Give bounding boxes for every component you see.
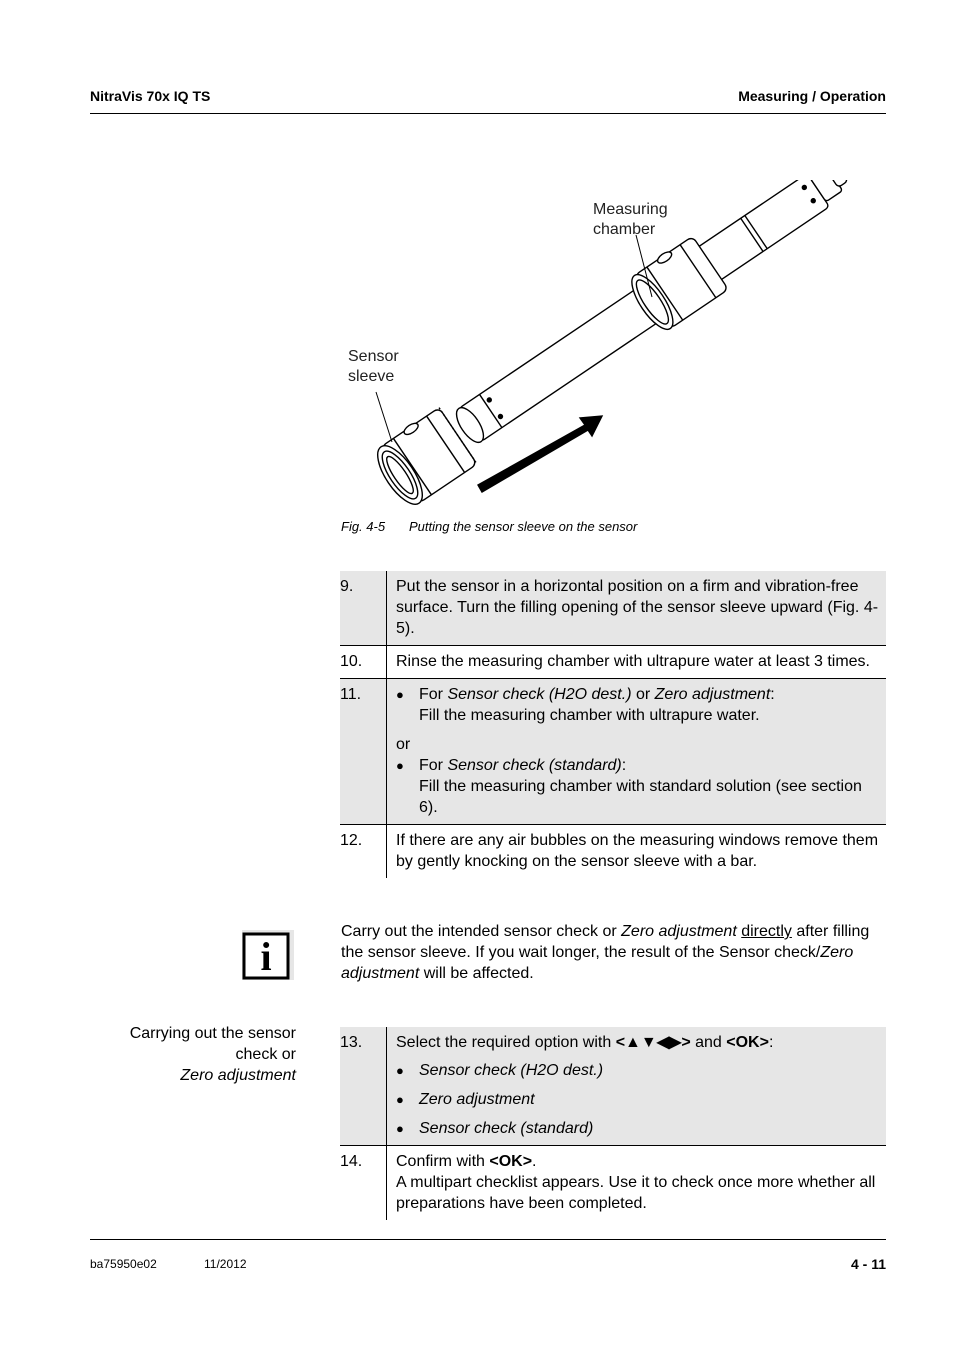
table-row: [340, 1027, 886, 1146]
step-text: Select the required option with <▲▼◀▶> and <OK>: ● Sensor check (H2O dest.) ● Zero adjustment ● Sensor check (standard): [387, 1027, 887, 1146]
or-text: or: [396, 736, 411, 753]
info-icon: [242, 930, 294, 980]
label-sensor-sleeve-line1: Sensor: [348, 348, 399, 365]
label-sensor-sleeve-line2: sleeve: [348, 368, 395, 385]
side-heading: [130, 1023, 296, 1086]
table-row: [340, 646, 886, 679]
step-number: 9.: [340, 571, 387, 646]
label-sensor-sleeve: [348, 347, 399, 387]
note-text: Carry out the intended sensor check or Zero adjustment directly after filling the sensor sleeve. If you wait longer, the result of the Sensor check/Zero adjustment will be affected.: [341, 923, 870, 982]
steps-table-1: [340, 571, 886, 878]
footer-rule: [90, 1239, 886, 1240]
side-heading-line3: Zero adjustment: [180, 1067, 296, 1084]
bullet-item: ● For Sensor check (H2O dest.) or Zero adjustment: Fill the measuring chamber with ultrapure water.: [396, 684, 880, 726]
step-text: Confirm with <OK>. A multipart checklist appears. Use it to check once more whether all preparations have been completed.: [387, 1146, 887, 1221]
step-number: 13.: [340, 1027, 387, 1146]
bullet-item: ● For Sensor check (standard): Fill the measuring chamber with standard solution (see section 6).: [396, 755, 880, 818]
header-section: Measuring / Operation: [738, 88, 886, 104]
step-text: Rinse the measuring chamber with ultrapure water at least 3 times.: [387, 646, 887, 679]
header-title: NitraVis 70x IQ TS: [90, 88, 211, 104]
table-row: [340, 825, 886, 879]
step-number: 11.: [340, 679, 387, 825]
footer-doc-id: ba75950e02: [90, 1257, 157, 1271]
header-rule: [90, 113, 886, 114]
table-row: [340, 679, 886, 825]
step-text: [387, 679, 887, 825]
step-text: If there are any air bubbles on the measuring windows remove them by gently knocking on the sensor sleeve with a bar.: [387, 825, 887, 879]
key-ok: <OK>: [726, 1034, 769, 1051]
label-measuring-chamber-line1: Measuring: [593, 201, 668, 218]
option-item: ● Zero adjustment: [396, 1089, 880, 1110]
label-measuring-chamber-line2: chamber: [593, 221, 656, 238]
label-measuring-chamber: [593, 200, 668, 240]
step-number: 14.: [340, 1146, 387, 1221]
side-heading-line2: check or: [235, 1046, 296, 1063]
key-ok: <OK>: [489, 1153, 533, 1170]
steps-table-2: [340, 1027, 886, 1220]
page-number: 4 - 11: [850, 1256, 886, 1272]
step-number: 12.: [340, 825, 387, 879]
footer-date: 11/2012: [204, 1257, 247, 1271]
table-row: [340, 1146, 886, 1221]
caption-number: Fig. 4-5: [341, 519, 386, 534]
caption-text: Putting the sensor sleeve on the sensor: [409, 519, 638, 534]
info-letter: i: [260, 934, 272, 979]
option-item: ● Sensor check (H2O dest.): [396, 1060, 880, 1081]
step-text: Put the sensor in a horizontal position on a firm and vibration-free surface. Turn the filling opening of the sensor sleeve upward (Fig. 4-5).: [387, 571, 887, 646]
table-row: [340, 571, 886, 646]
key-arrows: <▲▼◀▶>: [615, 1034, 691, 1051]
figure-caption: [341, 519, 637, 534]
step-number: 10.: [340, 646, 387, 679]
option-item: ● Sensor check (standard): [396, 1118, 880, 1139]
side-heading-line1: Carrying out the sensor: [129, 1025, 296, 1042]
